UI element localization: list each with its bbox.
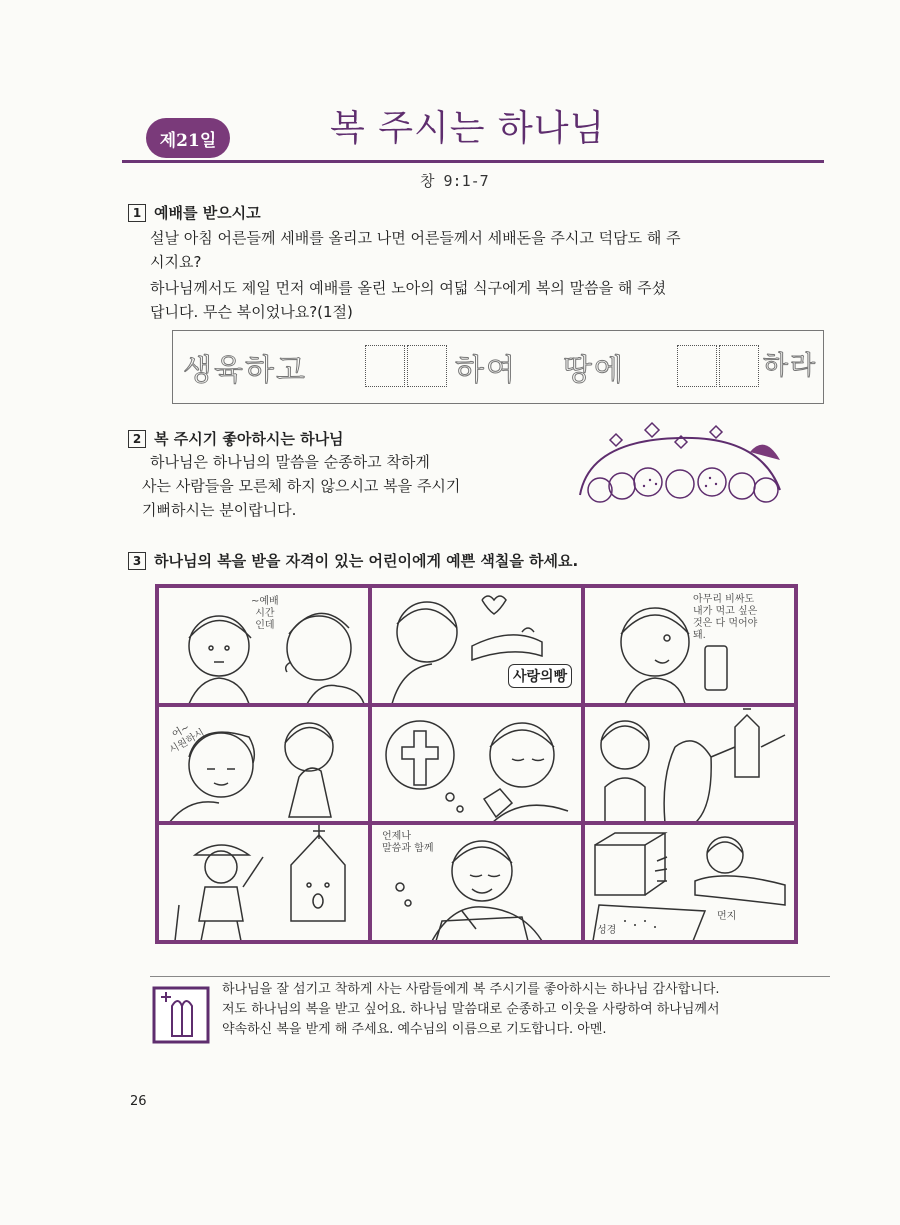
panel-2-donation-box-label: 사랑의빵 xyxy=(508,664,572,688)
coloring-panel-2[interactable] xyxy=(372,588,581,703)
section1-heading-text: 예배를 받으시고 xyxy=(154,204,261,222)
coloring-panel-3[interactable] xyxy=(585,588,794,703)
panel-5-drawing xyxy=(372,707,581,822)
panel-8-speech: 언제나 말씀과 함께 xyxy=(382,831,434,855)
section2-line1: 하나님은 하나님의 말씀을 순종하고 착하게 xyxy=(150,453,430,471)
coloring-grid xyxy=(155,584,798,944)
answer-blank-2[interactable] xyxy=(407,345,447,387)
praying-hands-icon xyxy=(152,982,210,1044)
coloring-panel-1[interactable] xyxy=(159,588,368,703)
section2-heading xyxy=(128,428,344,449)
panel-9-bible-label: 성경 xyxy=(597,925,617,937)
trace-word-2: 하여 xyxy=(455,353,517,388)
trace-word-4: 하라 xyxy=(763,351,818,381)
panel-4-speech: 어~ 시원하시 xyxy=(167,721,207,756)
prayer-divider xyxy=(150,976,830,977)
flower-hill-illustration xyxy=(570,420,795,510)
panel-6-drawing xyxy=(585,707,794,822)
section1-line2: 시지요? xyxy=(150,253,202,271)
answer-blank-1[interactable] xyxy=(365,345,405,387)
section2-number: 2 xyxy=(128,430,146,448)
panel-9-dust-label: 먼지 xyxy=(717,911,737,923)
section1-heading xyxy=(128,202,261,223)
prayer-line-3: 약속하신 복을 받게 해 주세요. 예수님의 이름으로 기도합니다. 아멘. xyxy=(222,1022,607,1037)
page-number: 26 xyxy=(130,1094,147,1109)
section1-line1: 설날 아침 어른들께 세배를 올리고 나면 어른들께서 세배돈을 주시고 덕담도 해 주 xyxy=(150,229,681,247)
coloring-panel-6[interactable] xyxy=(585,707,794,822)
section2-heading-text: 복 주시기 좋아하시는 하나님 xyxy=(154,430,344,448)
day-badge: 제21일 xyxy=(146,118,230,158)
answer-blank-4[interactable] xyxy=(719,345,759,387)
coloring-panel-5[interactable] xyxy=(372,707,581,822)
panel-3-drawing xyxy=(585,588,794,703)
panel-3-speech: 아무리 비싸도 내가 먹고 싶은 것은 다 먹어야 돼. xyxy=(693,594,758,641)
section3-heading xyxy=(128,550,578,571)
section2-line3: 기뻐하시는 분이랍니다. xyxy=(142,501,297,519)
answer-trace-box[interactable] xyxy=(172,330,824,404)
coloring-panel-8[interactable] xyxy=(372,825,581,940)
section1-number: 1 xyxy=(128,204,146,222)
section1-line4: 답니다. 무슨 복이었나요?(1절) xyxy=(150,303,353,321)
prayer-line-1: 하나님을 잘 섬기고 착하게 사는 사람들에게 복 주시기를 좋아하시는 하나님 감사합니다. xyxy=(222,982,720,997)
section3-heading-text: 하나님의 복을 받을 자격이 있는 어린이에게 예쁜 색칠을 하세요. xyxy=(154,552,579,570)
title-divider xyxy=(122,160,824,163)
scripture-reference: 창 9:1-7 xyxy=(420,172,489,190)
panel-7-drawing xyxy=(159,825,368,940)
panel-9-drawing xyxy=(585,825,794,940)
trace-word-1: 생육하고 xyxy=(183,353,307,388)
prayer-line-2: 저도 하나님의 복을 받고 싶어요. 하나님 말씀대로 순종하고 이웃을 사랑하여 하나님께서 xyxy=(222,1002,720,1017)
section1-line3: 하나님께서도 제일 먼저 예배를 올린 노아의 여덟 식구에게 복의 말씀을 해 주셨 xyxy=(150,279,667,297)
trace-word-3: 땅에 xyxy=(563,353,625,388)
section2-line2: 사는 사람들을 모른체 하지 않으시고 복을 주시기 xyxy=(142,477,461,495)
coloring-panel-4[interactable] xyxy=(159,707,368,822)
coloring-panel-7[interactable] xyxy=(159,825,368,940)
panel-1-speech: ~예배 시간 인데 xyxy=(251,596,279,631)
prayer-text xyxy=(222,980,832,1040)
coloring-panel-9[interactable] xyxy=(585,825,794,940)
answer-blank-3[interactable] xyxy=(677,345,717,387)
section3-number: 3 xyxy=(128,552,146,570)
page-title: 복 주시는 하나님 xyxy=(330,108,606,149)
